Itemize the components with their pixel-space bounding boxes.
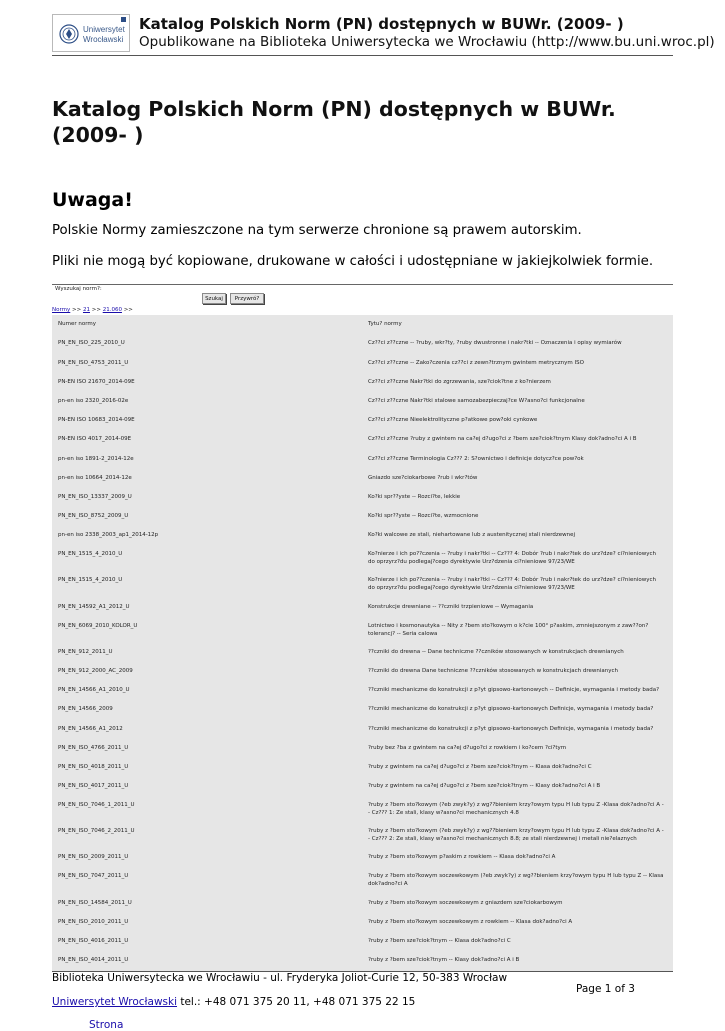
standard-title: ?ruby z gwintem na ca?ej d?ugo?ci z ?bem sze?ciok?tnym -- Klasa dok?adno?ci C [368,764,592,770]
restore-button[interactable]: Przywró? [230,293,264,304]
standard-number: PN_EN_ISO_4016_2011_U [58,938,129,944]
standard-title: ??czniki do drewna -- Dane techniczne ??czników stosowanych w konstrukcjach drewnianych [368,649,624,655]
copy-restriction-notice: Pliki nie mogą być kopiowane, drukowane w całości i udostępniane w jakiejkolwiek formie. [52,254,654,269]
breadcrumb-separator: >> [91,307,101,313]
standard-number: PN_EN_ISO_8752_2009_U [58,513,129,519]
breadcrumb-link-21[interactable]: 21 [82,307,90,313]
standard-title: ??czniki do drewna Dane techniczne ??czników stosowanych w konstrukcjach drewnianych [368,668,618,674]
standard-title: ?ruby z ?bem sto?kowym soczewkowym (?eb zwyk?y) z wg??bieniem krzy?owym typu H lub typu Z -- Klasa dok?adno?ci A [368,873,664,887]
standard-title: Cz??ci z??czne Terminologia Cz??? 2: S?ownictwo i definicje dotycz?ce pow?ok [368,456,584,462]
copyright-notice: Polskie Normy zamieszczone na tym serwerze chronione są prawem autorskim. [52,223,582,238]
footer-contact [52,996,415,1008]
standard-number: PN-EN ISO 10683_2014-09E [58,417,135,423]
standard-number: PN_EN_ISO_2009_2011_U [58,854,129,860]
standard-title: ??czniki mechaniczne do konstrukcji z p?yt gipsowo-kartonowych Definicje, wymagania i metody bada? [368,726,654,732]
breadcrumb-separator: >> [123,307,133,313]
standard-number: pn-en iso 10664_2014-12e [58,475,132,481]
search-button[interactable]: Szukaj [202,293,226,304]
standard-number: pn-en iso 2320_2016-02e [58,398,129,404]
standard-number: PN-EN ISO 21670_2014-09E [58,379,135,385]
standard-number: PN_EN_6069_2010_KOLOR_U [58,623,138,629]
standard-number: PN_EN_14592_A1_2012_U [58,604,130,610]
standard-title: Cz??ci z??czne -- Zako?czenia cz??ci z zewn?trznym gwintem metrycznym ISO [368,360,584,366]
page-number: Page 1 of 3 [576,983,635,995]
logo-line-2: Wrocławski [83,35,124,44]
breadcrumb [52,307,133,313]
standard-title: ??czniki mechaniczne do konstrukcji z p?yt gipsowo-kartonowych -- Definicje, wymagania i metody bada? [368,687,660,693]
standard-title: ?ruby z ?bem sto?kowym (?eb zwyk?y) z wg??bieniem krzy?owym typu H lub typu Z -Klasa dok?adno?ci A -- Cz??? 1: Ze stali, klasy w?asno?ci mechanicznych 4.8 [368,802,664,816]
standard-title: ?ruby z ?bem sto?kowym soczewkowym z rowkiem -- Klasa dok?adno?ci A [368,919,573,925]
standard-number: PN_EN_ISO_14584_2011_U [58,900,132,906]
standard-number: PN-EN ISO 4017_2014-09E [58,436,132,442]
standard-title: Ko?nierze i ich po??czenia -- ?ruby i nakr?tki -- Cz??? 4: Dobór ?rub i nakr?tek do urz?dze? ci?nieniowych do oprzyrz?du podlegaj?cego dyrektywie Urz?dzenia ci?nieniowe 97/23/WE [368,551,656,565]
standard-title: Cz??ci z??czne -- ?ruby, wkr?ty, ?ruby dwustronne i nakr?tki -- Oznaczenia i opisy wymiarów [368,340,622,346]
page-title: Katalog Polskich Norm (PN) dostępnych w BUWr. (2009- ) [52,97,616,147]
standard-number: PN_EN_ISO_7046_1_2011_U [58,802,135,808]
standard-number: PN_EN_1515_4_2010_U [58,551,123,557]
standard-number: PN_EN_ISO_13337_2009_U [58,494,132,500]
standard-title: ??czniki mechaniczne do konstrukcji z p?yt gipsowo-kartonowych Definicje, wymagania i metody bada? [368,706,654,712]
university-link[interactable]: Uniwersytet Wrocławski [52,996,178,1008]
standard-title: ?ruby z ?bem sto?kowym (?eb zwyk?y) z wg??bieniem krzy?owym typu H lub typu Z -Klasa dok?adno?ci A -- Cz??? 2: Ze stali, klasy w?asno?ci mechanicznych 8.8; ze stali nierdzewnej i metali nie?elaznych [368,828,664,842]
standard-title: Cz??ci z??czne Nakr?tki stalowe samozabezpieczaj?ce W?asno?ci funkcjonalne [368,398,585,404]
breadcrumb-link-21-060[interactable]: 21.060 [102,307,122,313]
standard-number: PN_EN_ISO_4766_2011_U [58,745,129,751]
standard-number: PN_EN_ISO_7046_2_2011_U [58,828,135,834]
column-header-number: Numer normy [58,321,96,327]
standard-title: ?ruby z ?bem sto?kowym soczewkowym z gniazdem sze?ciokarbowym [368,900,563,906]
logo-line-1: Uniwersytet [83,25,125,34]
standard-number: PN_EN_ISO_225_2010_U [58,340,125,346]
standard-number: PN_EN_912_2011_U [58,649,113,655]
standard-number: PN_EN_ISO_4018_2011_U [58,764,129,770]
header-divider [52,55,673,56]
standard-title: Gniazdo sze?ciokarbowe ?rub i wkr?tów [368,475,478,481]
standard-title: Ko?ki spr??yste -- Rozci?te, wzmocnione [368,513,479,519]
header-title: Katalog Polskich Norm (PN) dostępnych w BUWr. (2009- ) [139,15,624,33]
standard-title: ?ruby bez ?ba z gwintem na ca?ej d?ugo?ci z rowkiem i ko?cem ?ci?tym [368,745,567,751]
standard-title: ?ruby z ?bem sze?ciok?tnym -- Klasa dok?adno?ci C [368,938,511,944]
standard-title: Cz??ci z??czne ?ruby z gwintem na ca?ej d?ugo?ci z ?bem sze?ciok?tnym Klasy dok?adno?ci A i B [368,436,637,442]
document-header [52,14,715,56]
breadcrumb-separator: >> [72,307,82,313]
standard-title: Lotnictwo i kosmonautyka -- Nity z ?bem sto?kowym o k?cie 100° p?askim, zmniejszonym z zaw??on? tolerancj? -- Seria calowa [368,623,649,637]
standard-number: PN_EN_14566_A1_2010_U [58,687,130,693]
university-logo [52,14,130,52]
logo-text [83,25,125,45]
logo-corner-mark [121,17,126,22]
standard-number: pn-en iso 2338_2003_ap1_2014-12p [58,532,159,538]
standard-number: PN_EN_14566_A1_2012 [58,726,123,732]
standard-title: Ko?ki walcowe ze stali, niehartowane lub z austenitycznej stali nierdzewnej [368,532,576,538]
footer-phones: tel.: +48 071 375 20 11, +48 071 375 22 15 [177,996,416,1008]
column-header-title: Tytu? normy [368,321,402,327]
standard-number: PN_EN_ISO_4017_2011_U [58,783,129,789]
standard-number: PN_EN_1515_4_2010_U [58,577,123,583]
standard-title: Cz??ci z??czne Nieelektrolityczne p?atkowe pow?oki cynkowe [368,417,538,423]
search-label: Wyszukaj norm?: [55,286,102,292]
standards-table [52,315,673,971]
university-seal-icon [59,24,79,44]
standard-number: PN_EN_ISO_4753_2011_U [58,360,129,366]
standard-number: PN_EN_ISO_7047_2011_U [58,873,129,879]
standard-title: Ko?nierze i ich po??czenia -- ?ruby i nakr?tki -- Cz??? 4: Dobór ?rub i nakr?tek do urz?dze? ci?nieniowych do oprzyrz?du podlegaj?cego dyrektywie Urz?dzenia ci?nieniowe 97/23/WE [368,577,656,591]
standard-number: PN_EN_912_2000_AC_2009 [58,668,133,674]
standard-number: PN_EN_ISO_4014_2011_U [58,957,129,963]
standard-number: PN_EN_14566_2009 [58,706,113,712]
standard-title: ?ruby z gwintem na ca?ej d?ugo?ci z ?bem sze?ciok?tnym -- Klasy dok?adno?ci A i B [368,783,601,789]
standard-number: PN_EN_ISO_2010_2011_U [58,919,129,925]
cut-off-link[interactable]: Strona [89,1019,124,1031]
standard-title: Konstrukcje drewniane -- ??czniki trzpieniowe -- Wymagania [368,604,534,610]
header-subtitle: Opublikowane na Biblioteka Uniwersytecka we Wrocławiu (http://www.bu.uni.wroc.pl) [139,34,715,50]
standard-title: ?ruby z ?bem sze?ciok?tnym -- Klasy dok?adno?ci A i B [368,957,520,963]
search-form-divider [52,284,673,285]
standard-title: Cz??ci z??czne Nakr?tki do zgrzewania, sze?ciok?tne z ko?nierzem [368,379,551,385]
warning-heading: Uwaga! [52,189,133,211]
standard-title: Ko?ki spr??yste -- Rozci?te, lekkie [368,494,461,500]
footer-address: Biblioteka Uniwersytecka we Wrocławiu - ul. Fryderyka Joliot-Curie 12, 50-383 Wrocław [52,972,508,984]
standard-title: ?ruby z ?bem sto?kowym p?askim z rowkiem -- Klasa dok?adno?ci A [368,854,556,860]
standard-number: pn-en iso 1891-2_2014-12e [58,456,134,462]
breadcrumb-link-normy[interactable]: Normy [52,307,71,313]
